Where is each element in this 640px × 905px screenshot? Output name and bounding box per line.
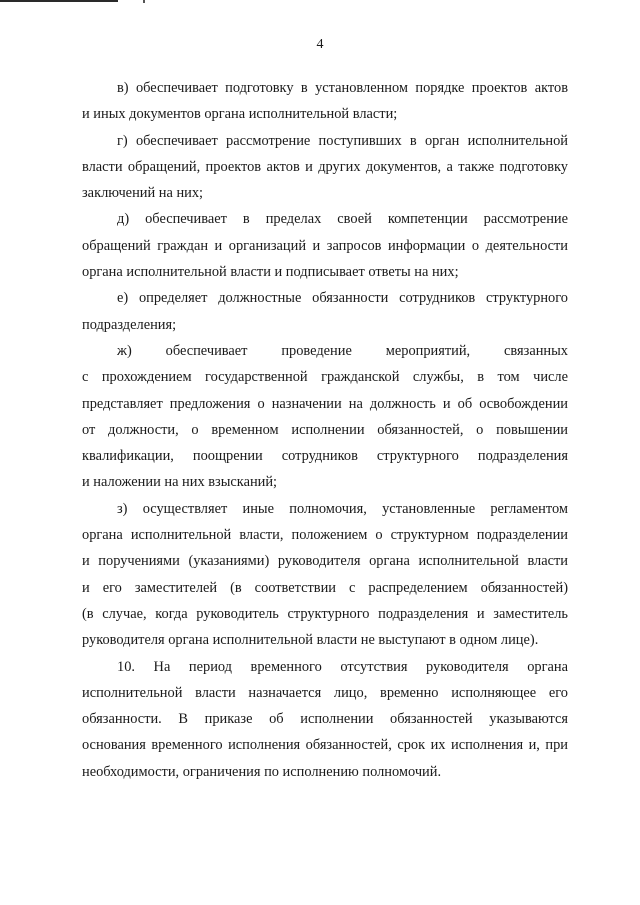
paragraph-line: в) обеспечивает подготовку в установленном порядке проектов актов: [117, 80, 568, 96]
paragraph-line: с прохождением государственной гражданской службы, в том числе: [82, 369, 568, 386]
paragraph-line: квалификации, поощрении сотрудников структурного подразделения: [82, 448, 568, 465]
paragraph-line: г) обеспечивает рассмотрение поступивших в орган исполнительной: [117, 132, 568, 149]
paragraph-e: [82, 285, 568, 338]
paragraph-line: заключений на них;: [82, 185, 204, 202]
paragraph-line: е) определяет должностные обязанности сотрудников структурного: [117, 290, 568, 307]
paragraph-line: подразделения;: [82, 316, 177, 333]
paragraph-line: основания временного исполнения обязанностей, срок их исполнения и, при: [82, 737, 568, 754]
paragraph-g: [82, 128, 568, 207]
paragraph-line: и иных документов органа исполнительной власти;: [82, 106, 398, 123]
paragraph-line: и наложении на них взысканий;: [82, 474, 278, 491]
paragraph-line: органа исполнительной власти и подписывает ответы на них;: [82, 264, 459, 281]
paragraph-line: и поручениями (указаниями) руководителя органа исполнительной власти: [82, 553, 568, 570]
paragraph-line: от должности, о временном исполнении обязанностей, о повышении: [82, 421, 568, 438]
paragraph-line: власти обращений, проектов актов и других документов, а также подготовку: [82, 158, 568, 175]
paragraph-d: [82, 206, 568, 285]
paragraph-line: з) осуществляет иные полномочия, установленные регламентом: [117, 500, 568, 517]
paragraph-line: и его заместителей (в соответствии с распределением обязанностей): [82, 579, 568, 596]
paragraph-line: исполнительной власти назначается лицо, временно исполняющее его: [82, 684, 568, 701]
paragraph-10: [82, 654, 568, 785]
paragraph-line: (в случае, когда руководитель структурного подразделения и заместитель: [82, 605, 568, 622]
paragraph-line: обязанности. В приказе об исполнении обязанностей указываются: [82, 711, 568, 728]
paragraph-line: д) обеспечивает в пределах своей компетенции рассмотрение: [117, 211, 568, 228]
paragraph-line: обращений граждан и организаций и запросов информации о деятельности: [82, 237, 568, 254]
paragraph-v: [82, 75, 568, 128]
scan-artifact-tick: [143, 0, 145, 3]
paragraph-z: [82, 496, 568, 654]
paragraph-line: руководителя органа исполнительной власти не выступают в одном лице).: [82, 632, 539, 649]
scan-artifact-line: [0, 0, 118, 2]
paragraph-line: необходимости, ограничения по исполнению полномочий.: [82, 763, 442, 780]
paragraph-line: представляет предложения о назначении на должность и об освобождении: [82, 395, 568, 412]
paragraph-line: 10. На период временного отсутствия руководителя органа: [117, 658, 568, 675]
paragraph-line: органа исполнительной власти, положением о структурном подразделении: [82, 527, 568, 544]
page-number: 4: [316, 37, 324, 52]
paragraph-zh: [82, 338, 568, 496]
document-body: [82, 75, 568, 785]
paragraph-line: ж) обеспечивает проведение мероприятий, связанных: [117, 342, 568, 359]
